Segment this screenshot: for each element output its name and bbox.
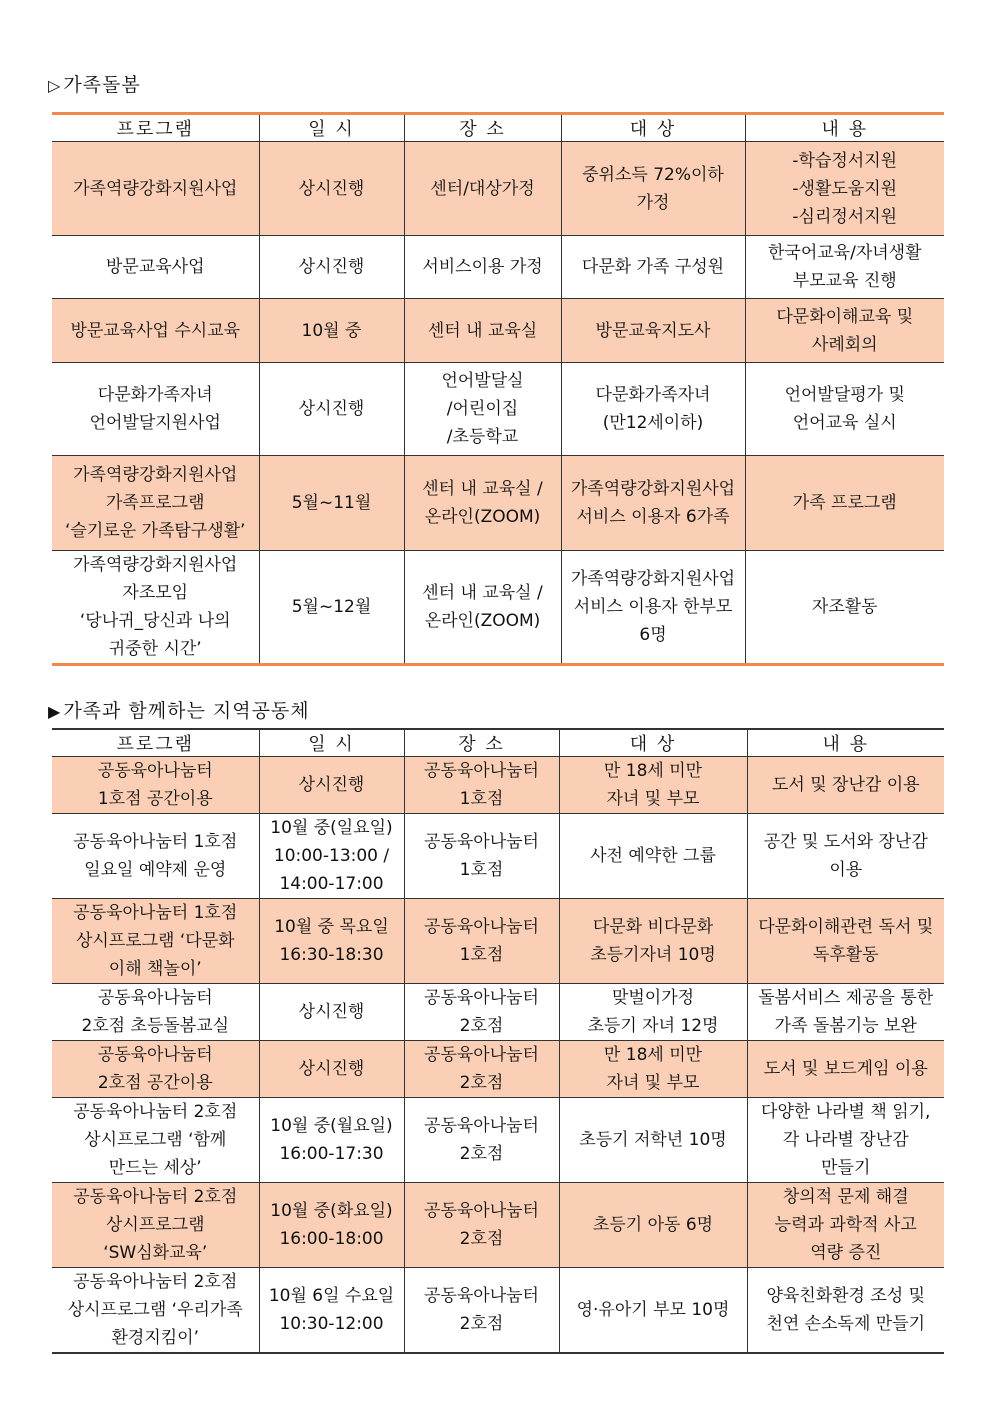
cell-content: 돌봄서비스 제공을 통한 가족 돌봄기능 보완 xyxy=(747,984,944,1041)
cell-date: 10월 중 목요일 16:30-18:30 xyxy=(259,899,404,984)
cell-place: 센터 내 교육실 / 온라인(ZOOM) xyxy=(404,456,561,551)
table-header-row xyxy=(52,114,944,142)
table-header-row xyxy=(52,729,944,757)
cell-target: 다문화가족자녀 (만12세이하) xyxy=(561,363,745,456)
header-program: 프로그램 xyxy=(52,729,259,757)
section-title-text: 가족과 함께하는 지역공동체 xyxy=(63,700,310,722)
cell-content: 공간 및 도서와 장난감 이용 xyxy=(747,814,944,899)
community-table xyxy=(52,728,944,1354)
cell-place: 공동육아나눔터 2호점 xyxy=(404,1098,559,1183)
cell-date: 상시진행 xyxy=(259,363,404,456)
table-row xyxy=(52,142,944,236)
cell-content: 도서 및 장난감 이용 xyxy=(747,757,944,814)
cell-content: 가족 프로그램 xyxy=(745,456,944,551)
table-row xyxy=(52,1041,944,1098)
cell-target: 가족역량강화지원사업 서비스 이용자 한부모 6명 xyxy=(561,551,745,665)
cell-target: 맞벌이가정 초등기 자녀 12명 xyxy=(559,984,747,1041)
cell-place: 공동육아나눔터 1호점 xyxy=(404,757,559,814)
table-row xyxy=(52,1098,944,1183)
cell-program: 가족역량강화지원사업 가족프로그램 ‘슬기로운 가족탐구생활’ xyxy=(52,456,259,551)
triangle-filled-icon: ▶ xyxy=(48,702,62,721)
table-row xyxy=(52,984,944,1041)
cell-target: 가족역량강화지원사업 서비스 이용자 6가족 xyxy=(561,456,745,551)
cell-date: 10월 중(월요일) 16:00-17:30 xyxy=(259,1098,404,1183)
cell-place: 서비스이용 가정 xyxy=(404,236,561,299)
cell-place: 언어발달실 /어린이집 /초등학교 xyxy=(404,363,561,456)
cell-date: 10월 중(화요일) 16:00-18:00 xyxy=(259,1183,404,1268)
cell-place: 센터 내 교육실 xyxy=(404,299,561,363)
section-title-family-care xyxy=(48,70,141,97)
cell-place: 공동육아나눔터 2호점 xyxy=(404,1183,559,1268)
cell-content: 양육친화환경 조성 및 천연 손소독제 만들기 xyxy=(747,1268,944,1354)
cell-target: 다문화 비다문화 초등기자녀 10명 xyxy=(559,899,747,984)
table-row xyxy=(52,363,944,456)
cell-program: 가족역량강화지원사업 xyxy=(52,142,259,236)
cell-program: 다문화가족자녀 언어발달지원사업 xyxy=(52,363,259,456)
cell-date: 상시진행 xyxy=(259,984,404,1041)
cell-program: 방문교육사업 xyxy=(52,236,259,299)
table-row xyxy=(52,299,944,363)
section-title-community xyxy=(48,696,310,723)
cell-date: 상시진행 xyxy=(259,1041,404,1098)
cell-date: 10월 6일 수요일 10:30-12:00 xyxy=(259,1268,404,1354)
table-row xyxy=(52,814,944,899)
cell-target: 초등기 아동 6명 xyxy=(559,1183,747,1268)
header-content: 내 용 xyxy=(745,114,944,142)
cell-program: 공동육아나눔터 2호점 초등돌봄교실 xyxy=(52,984,259,1041)
cell-target: 다문화 가족 구성원 xyxy=(561,236,745,299)
cell-program: 공동육아나눔터 2호점 상시프로그램 ‘SW심화교육’ xyxy=(52,1183,259,1268)
cell-date: 5월~11월 xyxy=(259,456,404,551)
cell-target: 영·유아기 부모 10명 xyxy=(559,1268,747,1354)
cell-place: 센터/대상가정 xyxy=(404,142,561,236)
cell-program: 공동육아나눔터 2호점 상시프로그램 ‘함께 만드는 세상’ xyxy=(52,1098,259,1183)
cell-program: 공동육아나눔터 1호점 공간이용 xyxy=(52,757,259,814)
cell-target: 만 18세 미만 자녀 및 부모 xyxy=(559,757,747,814)
cell-program: 공동육아나눔터 1호점 일요일 예약제 운영 xyxy=(52,814,259,899)
table-row xyxy=(52,551,944,665)
cell-program: 공동육아나눔터 2호점 공간이용 xyxy=(52,1041,259,1098)
cell-date: 10월 중 xyxy=(259,299,404,363)
header-target: 대 상 xyxy=(559,729,747,757)
header-program: 프로그램 xyxy=(52,114,259,142)
cell-program: 공동육아나눔터 1호점 상시프로그램 ‘다문화 이해 책놀이’ xyxy=(52,899,259,984)
table-row xyxy=(52,456,944,551)
cell-target: 사전 예약한 그룹 xyxy=(559,814,747,899)
cell-content: 다문화이해관련 독서 및 독후활동 xyxy=(747,899,944,984)
section-title-text: 가족돌봄 xyxy=(63,74,141,96)
table-row xyxy=(52,1183,944,1268)
cell-content: 자조활동 xyxy=(745,551,944,665)
cell-place: 공동육아나눔터 1호점 xyxy=(404,814,559,899)
cell-target: 방문교육지도사 xyxy=(561,299,745,363)
header-target: 대 상 xyxy=(561,114,745,142)
cell-place: 공동육아나눔터 2호점 xyxy=(404,1041,559,1098)
header-date: 일 시 xyxy=(259,729,404,757)
cell-content: 언어발달평가 및 언어교육 실시 xyxy=(745,363,944,456)
cell-place: 센터 내 교육실 / 온라인(ZOOM) xyxy=(404,551,561,665)
cell-place: 공동육아나눔터 2호점 xyxy=(404,984,559,1041)
table-row xyxy=(52,1268,944,1354)
cell-content: -학습정서지원 -생활도움지원 -심리정서지원 xyxy=(745,142,944,236)
cell-date: 5월~12월 xyxy=(259,551,404,665)
cell-content: 다문화이해교육 및 사례회의 xyxy=(745,299,944,363)
cell-content: 도서 및 보드게임 이용 xyxy=(747,1041,944,1098)
cell-place: 공동육아나눔터 1호점 xyxy=(404,899,559,984)
cell-content: 한국어교육/자녀생활 부모교육 진행 xyxy=(745,236,944,299)
header-content: 내 용 xyxy=(747,729,944,757)
header-date: 일 시 xyxy=(259,114,404,142)
header-place: 장 소 xyxy=(404,114,561,142)
cell-date: 상시진행 xyxy=(259,236,404,299)
family-care-table xyxy=(52,112,944,666)
header-place: 장 소 xyxy=(404,729,559,757)
cell-program: 공동육아나눔터 2호점 상시프로그램 ‘우리가족 환경지킴이’ xyxy=(52,1268,259,1354)
cell-program: 방문교육사업 수시교육 xyxy=(52,299,259,363)
table-row xyxy=(52,899,944,984)
table-row xyxy=(52,236,944,299)
cell-target: 만 18세 미만 자녀 및 부모 xyxy=(559,1041,747,1098)
cell-date: 상시진행 xyxy=(259,757,404,814)
cell-place: 공동육아나눔터 2호점 xyxy=(404,1268,559,1354)
cell-program: 가족역량강화지원사업 자조모임 ‘당나귀_당신과 나의 귀중한 시간’ xyxy=(52,551,259,665)
cell-content: 창의적 문제 해결 능력과 과학적 사고 역량 증진 xyxy=(747,1183,944,1268)
table-row xyxy=(52,757,944,814)
cell-date: 상시진행 xyxy=(259,142,404,236)
cell-target: 중위소득 72%이하 가정 xyxy=(561,142,745,236)
cell-date: 10월 중(일요일) 10:00-13:00 / 14:00-17:00 xyxy=(259,814,404,899)
triangle-outline-icon: ▷ xyxy=(48,76,62,95)
cell-target: 초등기 저학년 10명 xyxy=(559,1098,747,1183)
cell-content: 다양한 나라별 책 읽기, 각 나라별 장난감 만들기 xyxy=(747,1098,944,1183)
